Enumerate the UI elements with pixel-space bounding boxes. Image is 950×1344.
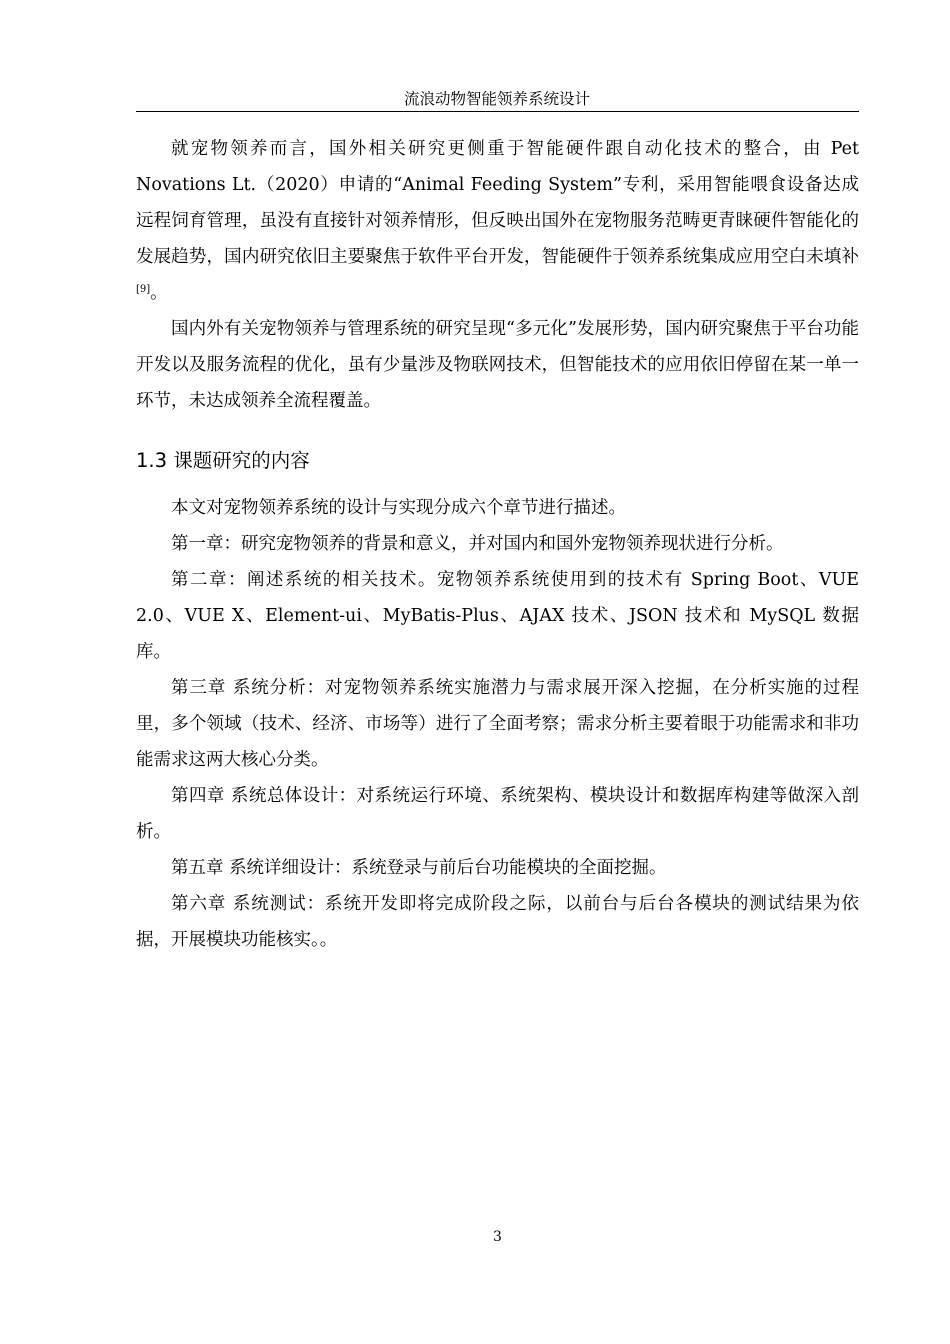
chapter-4-summary: 第四章 系统总体设计：对系统运行环境、系统架构、模块设计和数据库构建等做深入剖析。 (136, 786, 859, 842)
running-header: 流浪动物智能领养系统设计 (403, 90, 590, 108)
chapter-1-summary: 第一章：研究宠物领养的背景和意义，并对国内和国外宠物领养现状进行分析。 (171, 534, 784, 554)
paragraph-text: 就宠物领养而言，国外相关研究更侧重于智能硬件跟自动化技术的整合，由 Pet Novations Lt.（2020）申请的“Animal Feeding System”专利，采用智能喂食设备达成远程饲育管理，虽没有直接针对领养情形，但反映出国外在宠物服务范畴更青睐硬件智能化的发展趋势，国内研究依旧主要聚焦于软件平台开发，智能硬件于领养系统集成应用空白未填补 (136, 139, 859, 267)
header-divider (136, 111, 859, 112)
intro-section (136, 131, 859, 419)
section-content (136, 490, 859, 958)
page-number: 3 (493, 1229, 502, 1245)
citation-marker: [9] (136, 284, 151, 295)
chapter-5-summary: 第五章 系统详细设计：系统登录与前后台功能模块的全面挖掘。 (171, 858, 667, 878)
chapter-3-summary: 第三章 系统分析：对宠物领养系统实施潜力与需求展开深入挖掘，在分析实施的过程里，多个领域（技术、经济、市场等）进行了全面考察；需求分析主要着眼于功能需求和非功能需求这两大核心分类。 (136, 678, 859, 770)
chapter-6-summary: 第六章 系统测试：系统开发即将完成阶段之际，以前台与后台各模块的测试结果为依据，开展模块功能核实。。 (136, 894, 859, 950)
body-paragraph: 国内外有关宠物领养与管理系统的研究呈现“多元化”发展形势，国内研究聚焦于平台功能开发以及服务流程的优化，虽有少量涉及物联网技术，但智能技术的应用依旧停留在某一单一环节，未达成领养全流程覆盖。 (136, 319, 859, 411)
body-paragraph (136, 131, 859, 311)
paragraph-end: 。 (150, 283, 168, 303)
body-paragraph: 本文对宠物领养系统的设计与实现分成六个章节进行描述。 (171, 498, 626, 518)
section-heading: 1.3 课题研究的内容 (136, 449, 310, 472)
chapter-2-summary: 第二章：阐述系统的相关技术。宠物领养系统使用到的技术有 Spring Boot、VUE 2.0、VUE X、Element-ui、MyBatis-Plus、AJAX 技术、JSON 技术和 MySQL 数据库。 (136, 570, 859, 662)
